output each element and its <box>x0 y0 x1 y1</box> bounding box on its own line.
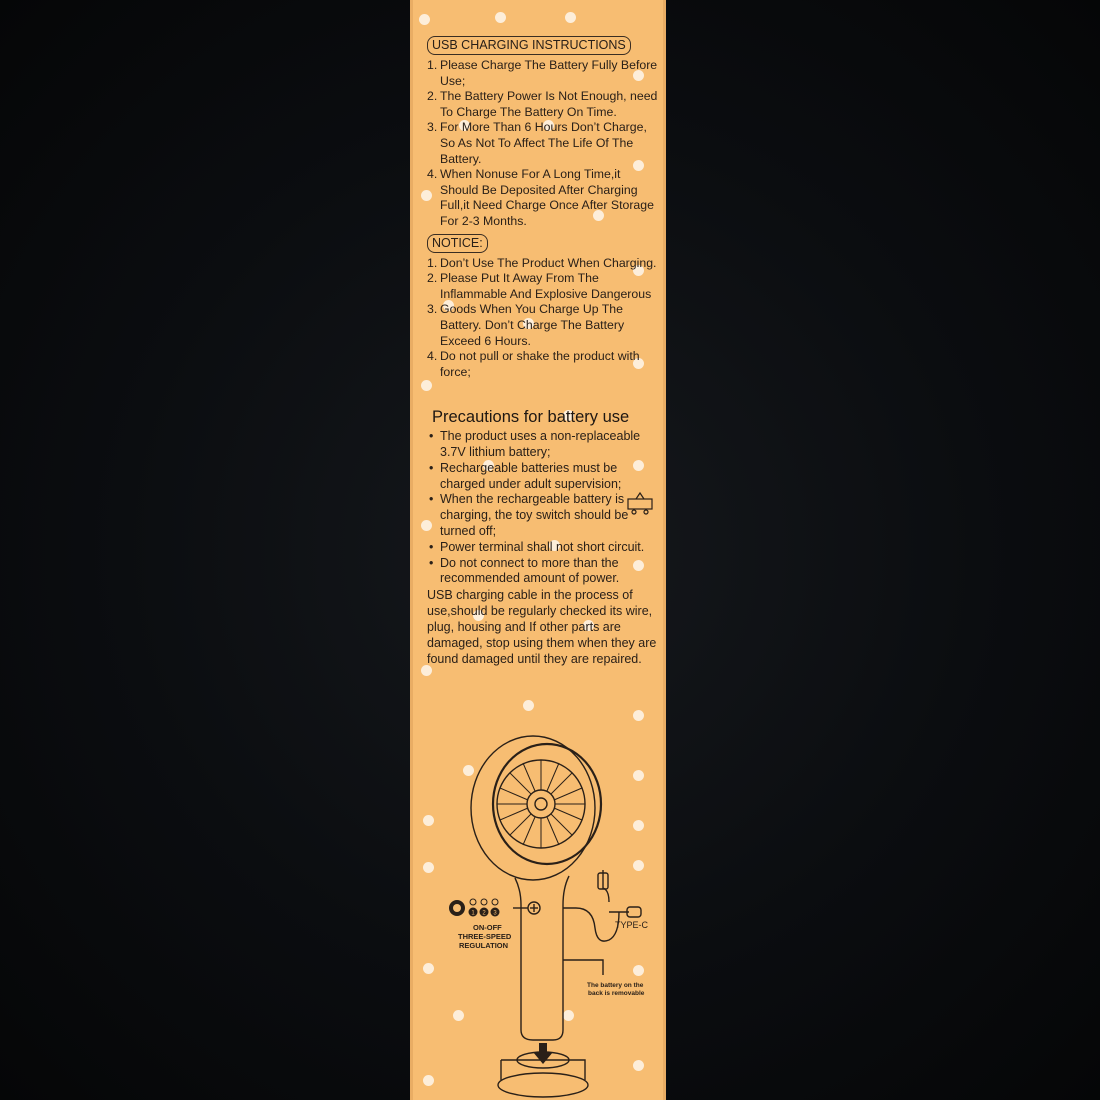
down-arrow-icon <box>533 1043 553 1064</box>
fan-handle-outline <box>515 876 569 1040</box>
battery-note-line2: back is removable <box>588 990 645 997</box>
list-item: 2. Please Put It Away From The Inflammable And Explosive Dangerous <box>427 271 652 301</box>
fan-box-side-panel <box>410 0 666 1100</box>
speed-switch-icons <box>449 899 500 917</box>
list-item: 1. Don’t Use The Product When Charging. <box>427 255 657 270</box>
svg-text:3: 3 <box>493 910 497 917</box>
usb-charging-title: USB CHARGING INSTRUCTIONS <box>427 36 631 55</box>
list-item: 3. Goods When You Charge Up The Battery. Don’t Charge The Battery Exceed 6 Hours. <box>427 302 625 348</box>
svg-text:1: 1 <box>471 910 475 917</box>
usb-charging-section <box>427 36 659 230</box>
type-c-plug-icon <box>627 907 641 917</box>
notice-section <box>427 234 659 381</box>
precautions-section <box>427 408 659 667</box>
onoff-label: ON-OFF <box>473 923 502 932</box>
list-item: 4. Do not pull or shake the product with force; <box>427 349 640 379</box>
type-c-label: TYPE-C <box>615 920 649 930</box>
precautions-title: Precautions for battery use <box>432 408 630 427</box>
three-speed-label: THREE-SPEED <box>458 932 512 941</box>
list-item: • Do not connect to more than the recommended amount of power. <box>429 555 620 586</box>
regulation-label: REGULATION <box>459 941 509 950</box>
instructions-text <box>427 36 659 667</box>
fan-stand-base <box>498 1073 588 1097</box>
battery-note-line1: The battery on the <box>587 982 644 989</box>
list-item: • Rechargeable batteries must be charged under adult supervision; <box>429 460 622 491</box>
svg-text:2: 2 <box>482 910 486 917</box>
precautions-list <box>427 429 659 587</box>
list-item: 4. When Nonuse For A Long Time,it Should Be Deposited After Charging Full,it Need Charge Once After Storage For 2-3 Months. <box>427 167 654 228</box>
list-item: • When the rechargeable battery is charging, the toy switch should be turned off; <box>429 492 629 539</box>
fan-head-outline <box>471 736 595 880</box>
list-item: • The product uses a non-replaceable 3.7V lithium battery; <box>429 429 641 460</box>
notice-list <box>427 256 659 381</box>
list-item: • Power terminal shall not short circuit. <box>429 539 645 554</box>
adult-supervision-icon <box>626 491 654 515</box>
list-item: 3. For More Than 6 Hours Don’t Charge, So As Not To Affect The Life Of The Battery. <box>427 120 647 166</box>
handheld-fan-diagram <box>413 730 663 1100</box>
list-item: 2. The Battery Power Is Not Enough, need To Charge The Battery On Time. <box>427 89 658 119</box>
usb-charging-list <box>427 58 659 230</box>
charging-cable-paragraph: USB charging cable in the process of use,should be regularly checked its wire, plug, housing and If other parts are damaged, stop using them when they are found damaged until they are repaired. <box>427 588 657 667</box>
notice-title: NOTICE: <box>427 234 488 253</box>
list-item: 1. Please Charge The Battery Fully Before Use; <box>427 58 658 88</box>
